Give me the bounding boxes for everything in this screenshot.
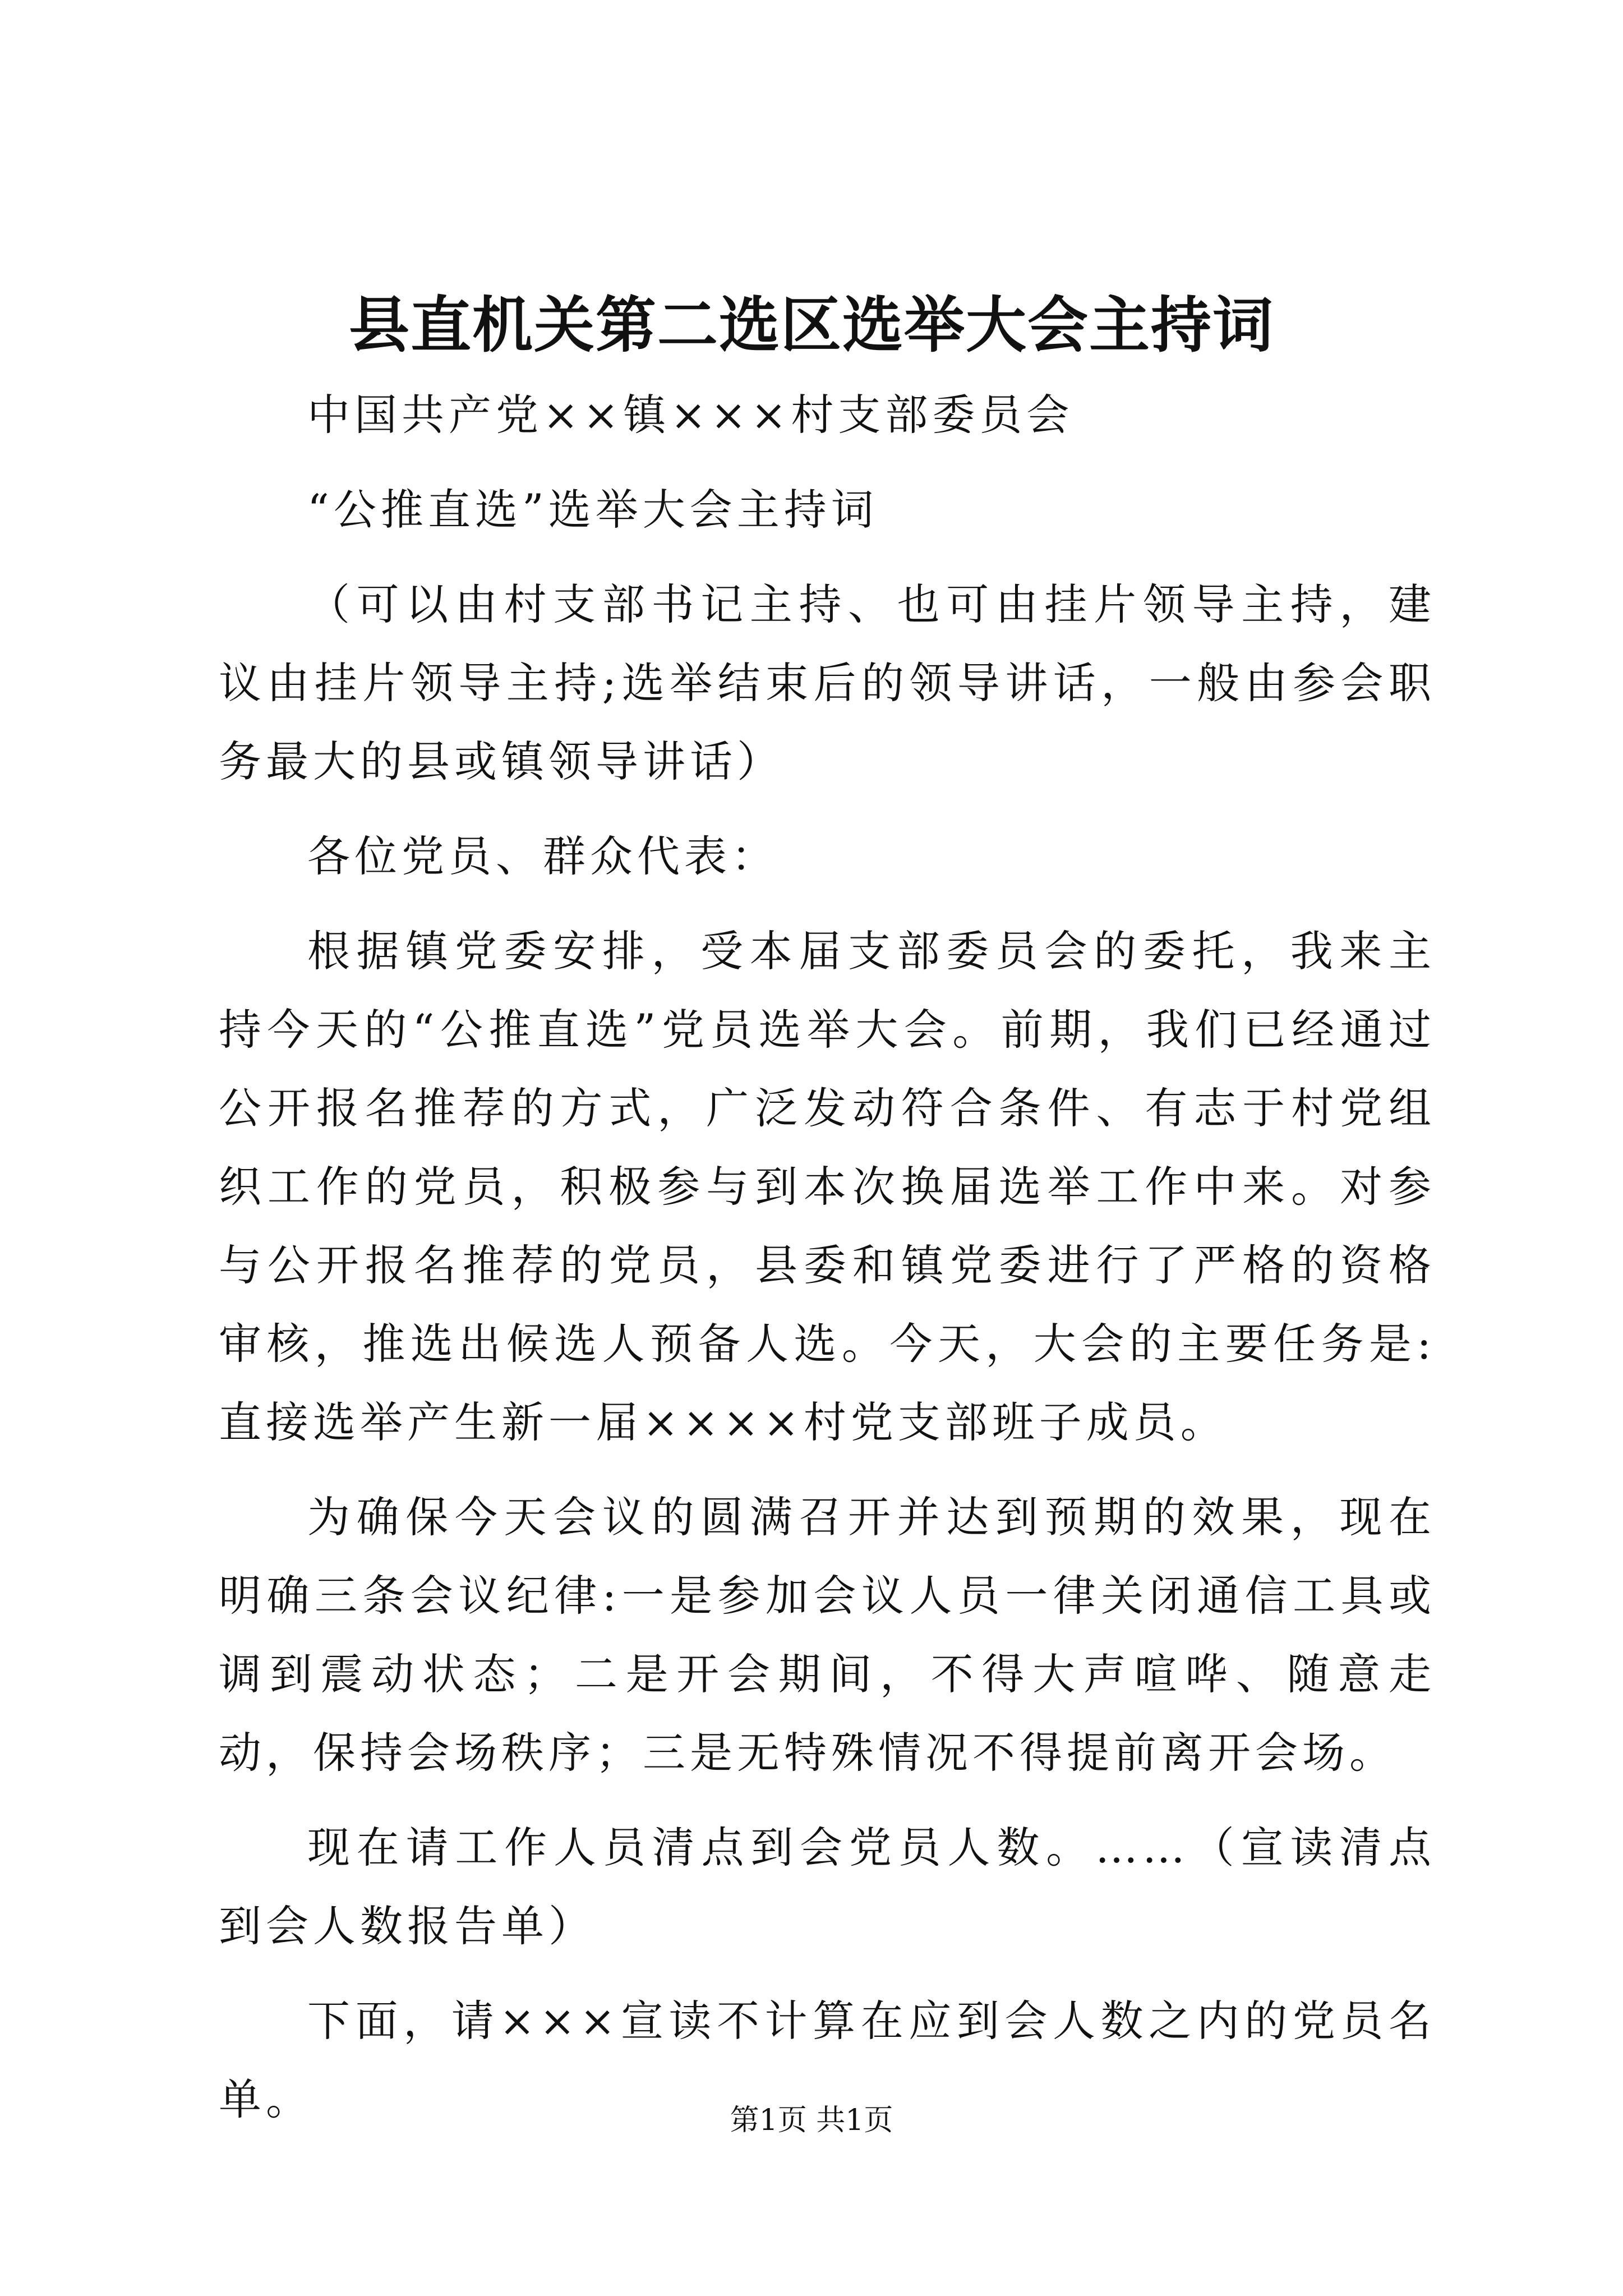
paragraph-org-name: 中国共产党××镇×××村支部委员会 <box>307 390 1074 440</box>
paragraph-subtitle: “公推直选”选举大会主持词 <box>307 485 878 535</box>
paragraph-excluded-members: 下面，请×××宣读不计算在应到会人数之内的党员名单。 <box>219 1996 1436 2124</box>
paragraph-note: （可以由村支部书记主持、也可由挂片领导主持，建议由挂片领导主持;选举结束后的领导讲话，一般由参会职务最大的县或镇领导讲话） <box>219 579 1436 786</box>
document-title: 县直机关第二选区选举大会主持词 <box>348 290 1274 361</box>
paragraph-salutation: 各位党员、群众代表： <box>307 831 778 881</box>
page-footer: 第1页 共1页 <box>730 2104 893 2137</box>
paragraph-introduction: 根据镇党委安排，受本届支部委员会的委托，我来主持今天的“公推直选”党员选举大会。前期，我们已经通过公开报名推荐的方式，广泛发动符合条件、有志于村党组织工作的党员，积极参与到本次换届选举工作中来。对参与公开报名推荐的党员，县委和镇党委进行了严格的资格审核，推选出候选人预备人选。今天，大会的主要任务是:直接选举产生新一届××××村党支部班子成员。 <box>219 926 1436 1447</box>
paragraph-attendance-count: 现在请工作人员清点到会党员人数。……（宣读清点到会人数报告单） <box>219 1823 1436 1951</box>
paragraph-meeting-rules: 为确保今天会议的圆满召开并达到预期的效果，现在明确三条会议纪律:一是参加会议人员一律关闭通信工具或调到震动状态；二是开会期间，不得大声喧哗、随意走动，保持会场秩序；三是无特殊情况不得提前离开会场。 <box>219 1492 1436 1778</box>
document-body <box>219 376 1436 2155</box>
